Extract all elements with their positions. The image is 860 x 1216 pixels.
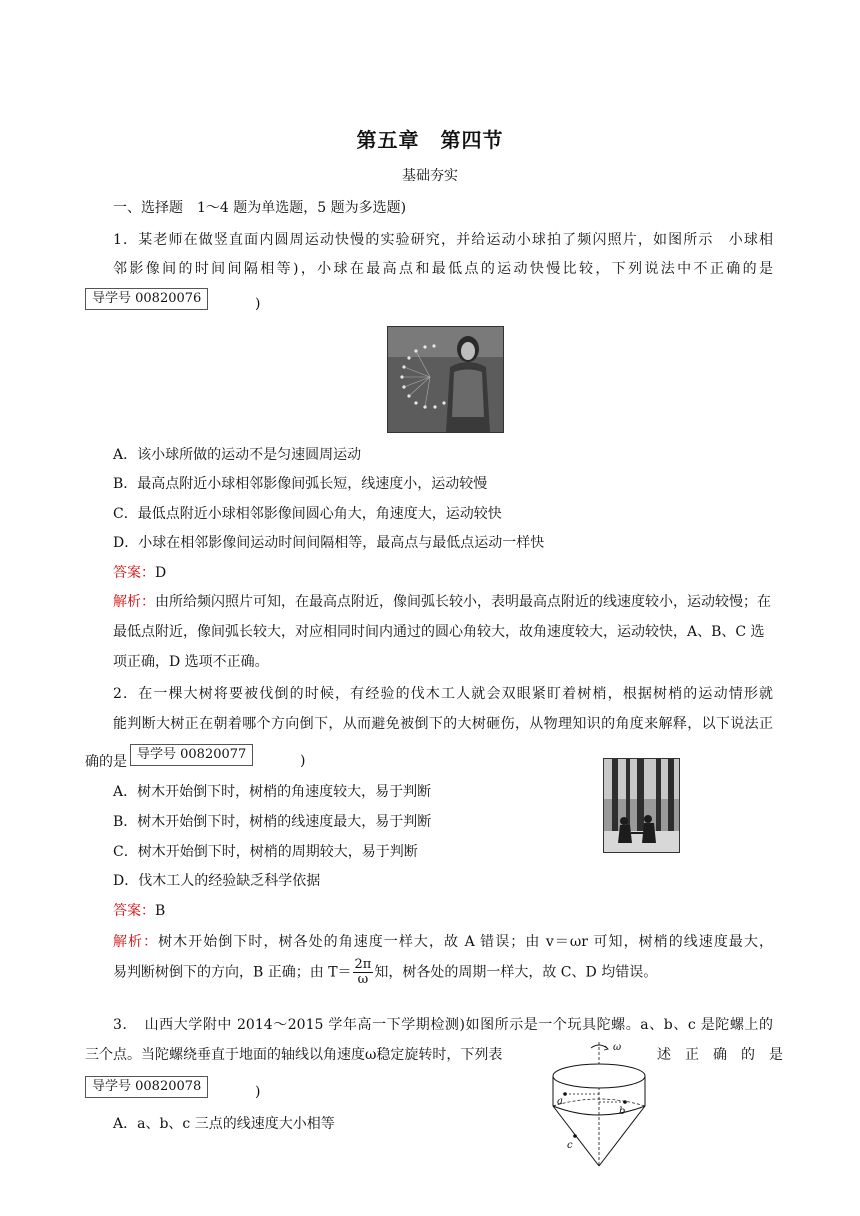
answer-label: 答案：	[113, 903, 155, 919]
section-subtitle: 基础夯实	[402, 168, 458, 184]
omega-label: ω	[613, 1042, 622, 1053]
fraction-numerator: 2π	[354, 957, 372, 972]
q3-paren: )	[255, 1084, 261, 1100]
q1-analysis	[113, 587, 773, 677]
q3-stem-line-1: 3． 山西大学附中 2014～2015 学年高一下学期检测)如图所示是一个玩具陀螺。a、b、c 是陀螺上的	[113, 1017, 773, 1033]
q2-option-c[interactable]: C．树木开始倒下时，树梢的周期较大，易于判断	[113, 844, 418, 860]
q3-stem-line-2: 三个点。当陀螺绕垂直于地面的轴线以角速度ω稳定旋转时，下列表	[85, 1047, 503, 1063]
q2-analysis-line-2	[113, 958, 657, 987]
q1-answer	[113, 563, 166, 583]
q1-stem-line-1: 1．某老师在做竖直面内圆周运动快慢的实验研究，并给运动小球拍了频闪照片，如图所示 小球相	[113, 232, 773, 248]
q2-guide-box[interactable]: 导学号 00820077	[130, 744, 253, 766]
q2-paren: )	[300, 753, 306, 769]
analysis-text: 易判断树倒下的方向，B 正确；由 T＝	[113, 964, 352, 981]
q3-guide-box[interactable]: 导学号 00820078	[85, 1076, 208, 1098]
point-b-label: b	[619, 1106, 626, 1117]
period-fraction	[353, 958, 374, 987]
q1-paren: )	[255, 296, 261, 312]
q2-option-b[interactable]: B．树木开始倒下时，树梢的线速度最大，易于判断	[113, 814, 432, 830]
answer-value: D	[155, 565, 167, 581]
point-a-label: a	[557, 1096, 563, 1107]
q2-answer	[113, 901, 165, 921]
q1-option-a[interactable]: A．该小球所做的运动不是匀速圆周运动	[113, 447, 362, 463]
q2-stem-line-2: 能判断大树正在朝着哪个方向倒下，从而避免被倒下的大树砸伤，从物理知识的角度来解释，以下说法正	[113, 716, 773, 732]
q2-stem-line-1: 2．在一棵大树将要被伐倒的时候，有经验的伐木工人就会双眼紧盯着树梢，根据树梢的运动情形就	[113, 686, 773, 702]
photo-woman-strobe-circle-icon	[387, 326, 504, 433]
q2-option-d[interactable]: D．伐木工人的经验缺乏科学依据	[113, 873, 321, 889]
analysis-text: 由所给频闪照片可知，在最高点附近，像间弧长较小，表明最高点附近的线速度较小，运动较慢；在最低点附近，像间弧长较大，对应相同时间内通过的圆心角较大，故角速度较大，运动较快，A、B、C 选项正确，D 选项不正确。	[113, 594, 771, 670]
section-heading: 一、选择题 1～4 题为单选题，5 题为多选题)	[113, 200, 407, 216]
q2-analysis-line-1	[113, 931, 773, 951]
fraction-denominator: ω	[357, 972, 369, 987]
analysis-text: 知，树各处的周期一样大，故 C、D 均错误。	[374, 964, 658, 981]
analysis-label: 解析：	[113, 934, 159, 950]
analysis-text: 树木开始倒下时，树各处的角速度一样大，故 A 错误；由 v＝ωr 可知，树梢的线速度最大，	[158, 934, 773, 950]
q2-option-a[interactable]: A．树木开始倒下时，树梢的角速度较大，易于判断	[113, 784, 432, 800]
answer-label: 答案：	[113, 565, 155, 581]
q1-option-b[interactable]: B．最高点附近小球相邻影像间弧长短，线速度小，运动较慢	[113, 476, 488, 492]
spinning-top-icon	[545, 1038, 660, 1168]
photo-lumberjacks-forest-icon	[603, 758, 680, 853]
analysis-label: 解析：	[113, 594, 155, 610]
q3-option-a[interactable]: A．a、b、c 三点的线速度大小相等	[113, 1116, 335, 1132]
q1-guide-box[interactable]: 导学号 00820076	[85, 288, 208, 310]
q2-stem-line-3: 确的是	[85, 754, 127, 770]
q1-option-c[interactable]: C．最低点附近小球相邻影像间圆心角大，角速度大，运动较快	[113, 506, 502, 522]
q1-stem-line-2: 邻影像间的时间间隔相等)，小球在最高点和最低点的运动快慢比较，下列说法中不正确的是	[113, 261, 773, 277]
answer-value: B	[155, 903, 166, 919]
point-c-label: c	[567, 1140, 573, 1151]
q1-option-d[interactable]: D．小球在相邻影像间运动时间间隔相等，最高点与最低点运动一样快	[113, 535, 545, 551]
page-title: 第五章 第四节	[356, 128, 504, 152]
q3-stem-line-3: 述 正 确 的 是	[657, 1047, 783, 1063]
